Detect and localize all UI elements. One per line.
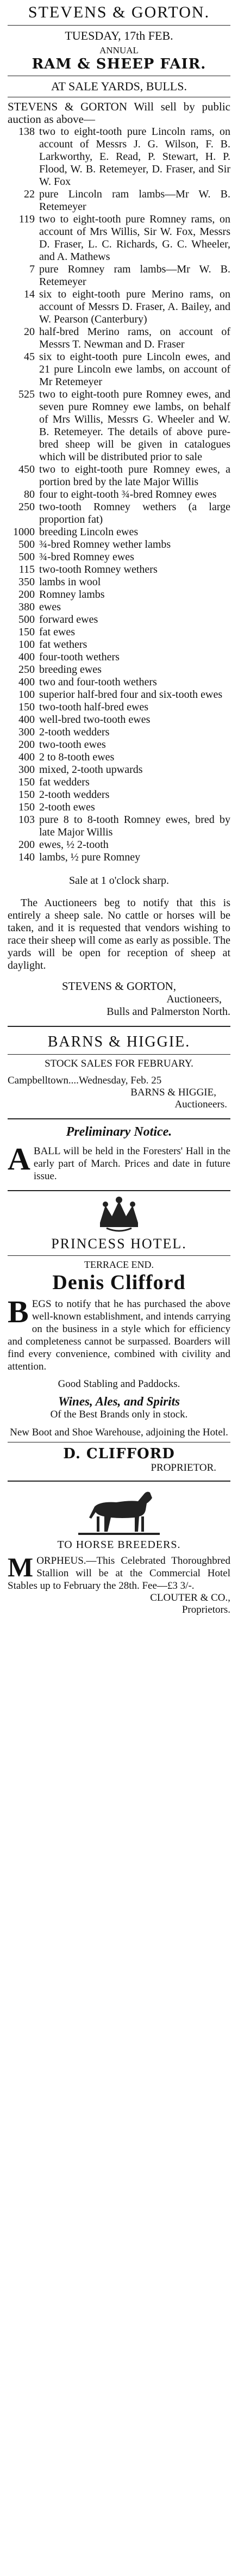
ad5-sig: CLOUTER & CO.,: [150, 1592, 230, 1603]
lot-row: [0, 126, 238, 188]
ad3-body: BALL will be held in the Foresters' Hall in the early part of March. Prices and date in future issue.: [33, 1145, 230, 1182]
ad1-sig-place: Bulls and Palmerston North.: [107, 1006, 230, 1018]
ad1-annual: ANNUAL: [99, 45, 139, 55]
lot-description: ewes, ½ 2-tooth: [39, 839, 109, 851]
lot-description: six to eight-tooth pure Merino rams, on account of Messrs D. Fraser, A. Bailey, and W. Pearson (Canterbury): [39, 288, 230, 325]
lot-quantity: 380: [18, 601, 35, 613]
ad4-body: EGS to notify that he has purchased the above well-known establishment, and intends carrying on the business in a style which for efficiency and completeness cannot be surpassed. Boarders will find every convenience, combined with civility and attention.: [8, 1298, 230, 1372]
lot-description: six to eight-tooth pure Lincoln ewes, and 21 pure Lincoln ewe lambs, on account of Mr Retemeyer: [39, 351, 230, 388]
lot-quantity: 103: [18, 814, 35, 826]
lot-row: [0, 326, 238, 351]
lot-quantity: 525: [18, 388, 35, 400]
divider: [8, 25, 230, 26]
ad2-line: Campbelltown....Wednesday, Feb. 25: [8, 1075, 162, 1086]
ad4-role: PROPRIETOR.: [151, 1462, 216, 1473]
lot-quantity: 150: [18, 701, 35, 713]
lot-quantity: 400: [18, 714, 35, 726]
lot-row: [0, 676, 238, 689]
lot-description: forward ewes: [39, 614, 98, 626]
lot-quantity: 100: [18, 639, 35, 651]
lot-row: [0, 776, 238, 789]
lot-description: two to eight-tooth pure Romney ewes, and seven pure Romney ewe lambs, on behalf of Mrs Willis, Messrs G. Wheeler and W. B. Retemeyer. The details of above pure-bred sheep will be given in catalogues which will be distributed prior to sale: [39, 388, 230, 463]
ad1-signature: STEVENS & GORTON,: [61, 980, 177, 993]
lot-row: [0, 564, 238, 576]
lot-row: [0, 839, 238, 851]
lot-quantity: 115: [18, 564, 35, 575]
ad2-sig: BARNS & HIGGIE,: [130, 1087, 216, 1098]
lot-row: [0, 651, 238, 664]
lot-description: two to eight-tooth pure Lincoln rams, on account of Messrs J. G. Wilson, F. B. Larkworthy, E. Read, P. Stewart, H. P. Flood, W. B. Retemeyer, D. Fraser, and Sir W. Fox: [39, 126, 230, 188]
lot-row: [0, 388, 238, 463]
lot-row: [0, 789, 238, 801]
lot-row: [0, 463, 238, 488]
ad1-sig-role: Auctioneers,: [166, 993, 222, 1005]
lot-description: fat wethers: [39, 639, 87, 651]
lot-quantity: 150: [18, 776, 35, 788]
ad5-role: Proprietors.: [181, 1604, 230, 1615]
lot-description: 2-tooth ewes: [39, 801, 95, 813]
lot-row: [0, 851, 238, 864]
lot-row: [0, 601, 238, 614]
lot-description: four to eight-tooth ¾-bred Romney ewes: [39, 488, 217, 500]
lot-description: four-tooth wethers: [39, 651, 120, 663]
lot-row: [0, 614, 238, 626]
lot-quantity: 14: [24, 288, 35, 300]
ad5-dropcap: M: [8, 1552, 34, 1582]
lot-quantity: 150: [18, 789, 35, 801]
lot-description: pure 8 to 8-tooth Romney ewes, bred by late Major Willis: [39, 814, 230, 838]
lot-row: [0, 664, 238, 676]
lot-quantity: 500: [18, 614, 35, 626]
lot-quantity: 450: [18, 463, 35, 475]
lot-row: [0, 689, 238, 701]
lot-row: [0, 589, 238, 601]
lot-quantity: 250: [18, 664, 35, 676]
ad4-sig: D. CLIFFORD: [63, 1446, 175, 1462]
lot-description: two-tooth half-bred ewes: [39, 701, 149, 713]
lot-description: fat ewes: [39, 626, 76, 638]
lot-list: [0, 126, 238, 864]
lot-description: ewes: [39, 601, 61, 613]
lot-description: two and four-tooth wethers: [39, 676, 157, 688]
lot-row: [0, 213, 238, 263]
lot-row: [0, 576, 238, 589]
lot-description: ¾-bred Romney ewes: [39, 551, 134, 563]
lot-row: [0, 714, 238, 726]
lot-quantity: 22: [24, 188, 35, 200]
lot-row: [0, 538, 238, 551]
lot-description: fat wedders: [39, 776, 90, 788]
lot-row: [0, 801, 238, 814]
ad4-brands: Of the Best Brands only in stock.: [50, 1409, 188, 1420]
lot-quantity: 119: [18, 213, 35, 225]
lot-quantity: 500: [18, 551, 35, 563]
ad3-dropcap: A: [8, 1141, 30, 1176]
lot-description: 2 to 8-tooth ewes: [39, 751, 115, 763]
horse-icon: [78, 1485, 160, 1537]
lot-row: [0, 501, 238, 526]
ad4-body-block: [0, 1294, 238, 1373]
lot-quantity: 400: [18, 751, 35, 763]
lot-description: two-tooth Romney wethers (a large proportion fat): [39, 501, 230, 525]
divider: [8, 1481, 230, 1482]
lot-quantity: 20: [24, 326, 35, 338]
lot-row: [0, 488, 238, 501]
ad4-dropcap: B: [8, 1294, 29, 1329]
lot-quantity: 7: [29, 263, 35, 275]
lot-row: [0, 351, 238, 388]
lot-description: Romney lambs: [39, 589, 105, 600]
lot-quantity: 138: [18, 126, 35, 138]
lot-description: two-tooth ewes: [39, 739, 106, 751]
lot-quantity: 140: [18, 851, 35, 863]
lot-quantity: 300: [18, 726, 35, 738]
lot-description: ¾-bred Romney wether lambs: [39, 538, 171, 550]
lot-quantity: 300: [18, 764, 35, 776]
lot-quantity: 80: [24, 488, 35, 500]
ad4-boot: New Boot and Shoe Warehouse, adjoining the Hotel.: [10, 1427, 228, 1438]
ad1-sale-time: Sale at 1 o'clock sharp.: [68, 875, 170, 887]
lot-quantity: 200: [18, 739, 35, 751]
lot-quantity: 150: [18, 626, 35, 638]
lot-row: [0, 726, 238, 739]
lot-description: two-tooth Romney wethers: [39, 564, 158, 575]
ad2-heading: BARNS & HIGGIE.: [47, 1033, 191, 1050]
ad2-role: Auctioneers.: [174, 1099, 227, 1110]
lot-quantity: 200: [18, 839, 35, 851]
lot-description: pure Romney ram lambs—Mr W. B. Retemeyer: [39, 263, 230, 288]
ad1-place: AT SALE YARDS, BULLS.: [51, 79, 187, 93]
lot-description: half-bred Merino rams, on account of Messrs T. Newman and D. Fraser: [39, 326, 230, 350]
lot-row: [0, 739, 238, 751]
lot-description: breeding Lincoln ewes: [39, 526, 139, 538]
divider: [8, 1255, 230, 1256]
lot-row: [0, 701, 238, 714]
divider: [8, 1054, 230, 1055]
ad4-name: Denis Clifford: [52, 1271, 186, 1294]
divider: [8, 1190, 230, 1191]
ad1-heading: STEVENS & GORTON.: [28, 3, 210, 21]
ad5-heading: TO HORSE BREEDERS.: [57, 1539, 181, 1551]
lot-quantity: 100: [18, 689, 35, 701]
lot-description: breeding ewes: [39, 664, 102, 676]
lot-description: well-bred two-tooth ewes: [39, 714, 151, 726]
divider: [8, 1026, 230, 1027]
lot-description: superior half-bred four and six-tooth ewes: [39, 689, 223, 701]
lot-description: two to eight-tooth pure Romney rams, on account of Mrs Willis, Sir W. Fox, Messrs D. Fraser, L. C. Richards, G. C. Wheeler, and A. Mathews: [39, 213, 230, 263]
lot-quantity: 400: [18, 651, 35, 663]
ad1-intro: STEVENS & GORTON Will sell by public auction as above—: [8, 100, 230, 126]
lot-description: pure Lincoln ram lambs—Mr W. B. Retemeyer: [39, 188, 230, 213]
lot-row: [0, 551, 238, 564]
lot-quantity: 500: [18, 538, 35, 550]
lot-description: 2-tooth wedders: [39, 789, 110, 801]
divider: [8, 1118, 230, 1119]
ad4-stabling: Good Stabling and Paddocks.: [58, 1378, 180, 1390]
lot-description: 2-tooth wedders: [39, 726, 110, 738]
ad2-sub: STOCK SALES FOR FEBRUARY.: [45, 1058, 193, 1069]
lot-quantity: 150: [18, 801, 35, 813]
lot-quantity: 1000: [13, 526, 35, 538]
lot-quantity: 45: [24, 351, 35, 363]
ad5-body-block: [0, 1552, 238, 1592]
lot-quantity: 400: [18, 676, 35, 688]
lot-description: mixed, 2-tooth upwards: [39, 764, 143, 776]
ad4-wines: Wines, Ales, and Spirits: [58, 1395, 180, 1408]
ad3-body-block: [0, 1141, 238, 1182]
lot-row: [0, 526, 238, 538]
lot-quantity: 250: [18, 501, 35, 513]
ad1-date: TUESDAY, 17th FEB.: [65, 29, 173, 42]
lot-description: lambs, ½ pure Romney: [39, 851, 141, 863]
ad4-terrace: TERRACE END.: [84, 1259, 154, 1270]
lot-row: [0, 263, 238, 288]
royal-crest-icon: [95, 1194, 143, 1233]
lot-row: [0, 751, 238, 764]
lot-row: [0, 626, 238, 639]
lot-row: [0, 288, 238, 326]
lot-quantity: 200: [18, 589, 35, 600]
ad5-body: ORPHEUS.—This Celebrated Thoroughbred Stallion will be at the Commercial Hotel Stables up to February the 28th. Fee—£3 3/-.: [8, 1555, 230, 1592]
ad4-hotel: PRINCESS HOTEL.: [51, 1236, 187, 1252]
lot-row: [0, 814, 238, 839]
lot-quantity: 350: [18, 576, 35, 588]
lot-description: two to eight-tooth pure Romney ewes, a portion bred by the late Major Willis: [39, 463, 230, 488]
ad3-heading: Preliminary Notice.: [66, 1125, 172, 1139]
ad1-title: RAM & SHEEP FAIR.: [32, 56, 206, 72]
lot-row: [0, 188, 238, 213]
lot-row: [0, 639, 238, 651]
ad1-notice: The Auctioneers beg to notify that this is entirely a sheep sale. No cattle or horses will be taken, and it is requested that vendors wishing to race their sheep will come as early as possible. The yards will be open for reception of sheep at daylight.: [8, 897, 230, 971]
lot-row: [0, 764, 238, 776]
lot-description: lambs in wool: [39, 576, 101, 588]
